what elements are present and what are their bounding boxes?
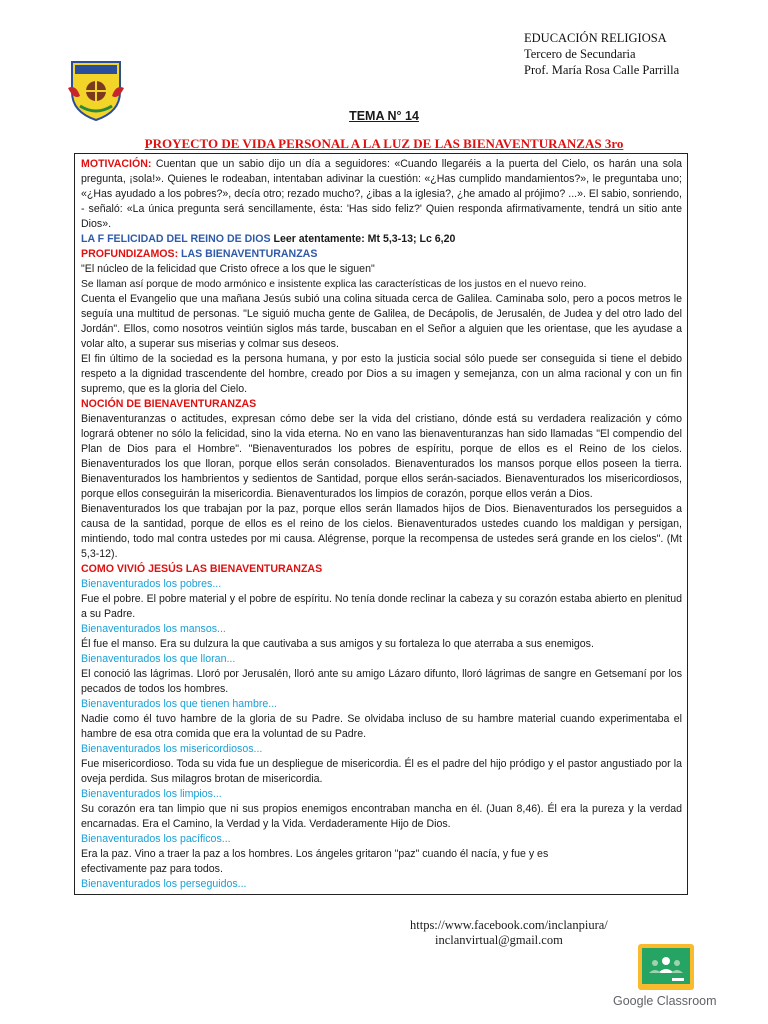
profundizamos-p2: Cuenta el Evangelio que una mañana Jesús subió una colina situada cerca de Galilea. Caminaba solo, pero a pocos metros le seguía una multitud de personas. "Le siguió mucha gente de Galilea, de Decápolis, de Jerusalén, de Judea y del otro lado del Jordán". Ellos, como nosotros veintiún siglos más tarde, buscaban en el Señor a alguien que les orientase, que les ayudase a volar alto, a superar sus miserias y colmar sus deseos. [81, 293, 682, 350]
subject-label: EDUCACIÓN RELIGIOSA [524, 31, 667, 45]
nocion-heading: NOCIÓN DE BIENAVENTURANZAS [81, 398, 257, 410]
nocion-p1: Bienaventuranzas o actitudes, expresan cómo debe ser la vida del cristiano, dónde está su verdadera realización y cómo logrará obtener no sólo la felicidad, sino la vida eterna. No en vano las bienaventuranzas han sido llamadas "El compendio del Plan de Dios para el Hombre". "Bienaventurados los pobres de espíritu, porque de ellos es el Reino de los cielos. Bienaventurados los que lloran, porque ellos serán consolados. Bienaventurados los mansos porque ellos poseen la tierra. Bienaventurados los hambrientos y sedientos de Santidad, porque ellos serán-saciados. Bienaventurados los misericordiosos, porque ellos conseguirán la misericordia. Bienaventurados los limpios de corazón, porque ellos verán a Dios. [81, 413, 682, 500]
beatitude-text: Él fue el manso. Era su dulzura la que cautivaba a sus amigos y su fortaleza lo que aterraba a sus enemigos. [81, 638, 594, 650]
profundizamos-quote: "El núcleo de la felicidad que Cristo ofrece a los que le siguen" [81, 263, 375, 275]
beatitude-label: Bienaventurados los perseguidos... [81, 878, 247, 890]
beatitude-text: Era la paz. Vino a traer la paz a los hombres. Los ángeles gritaron "paz" cuando él nacía, y fue y es [81, 848, 549, 860]
beatitude-label: Bienaventurados los pobres... [81, 578, 222, 590]
page-subtitle: PROYECTO DE VIDA PERSONAL A LA LUZ DE LAS BIENAVENTURANZAS 3ro [144, 136, 624, 151]
motivacion-label: MOTIVACIÓN: [81, 158, 152, 170]
beatitude-label: Bienaventurados los limpios... [81, 788, 222, 800]
felicidad-line [81, 232, 682, 247]
header-info [524, 30, 679, 78]
beatitude-text: efectivamente paz para todos. [81, 863, 223, 875]
grade-label: Tercero de Secundaria [524, 47, 636, 61]
felicidad-heading: LA F FELICIDAD DEL REINO DE DIOS [81, 233, 271, 245]
google-classroom-icon [638, 944, 694, 990]
email-link[interactable]: inclanvirtual@gmail.com [435, 933, 563, 947]
beatitude-text: Su corazón era tan limpio que ni sus propios enemigos encontraban mancha en él. (Juan 8,46). Él era la pureza y la verdad encarnadas. Era el Camino, la Verdad y la Vida. Verdaderamente Hijo de Dios. [81, 803, 682, 830]
facebook-link[interactable]: https://www.facebook.com/inclanpiura/ [410, 918, 608, 932]
beatitude-label: Bienaventurados los misericordiosos... [81, 743, 263, 755]
beatitude-text: Fue misericordioso. Toda su vida fue un despliegue de misericordia. Él es el padre del hijo pródigo y el pastor angustiado por la oveja perdida. Sus milagros brotan de misericordia. [81, 758, 682, 785]
beatitude-text: Nadie como él tuvo hambre de la gloria de su Padre. Se olvidaba incluso de su hambre material cuando experimentaba el hambre de esa otra comida que era la voluntad de su Padre. [81, 713, 682, 740]
felicidad-reading: Leer atentamente: Mt 5,3-13; Lc 6,20 [270, 233, 456, 245]
content-box [74, 153, 688, 895]
profundizamos-p3: El fin último de la sociedad es la persona humana, y por esto la justicia social sólo puede ser conseguida si tiene el debido respeto a la dignidad trascendente del hombre, creado por Dios a su imagen y semejanza, con un alma racional y con un fin supremo, que es la gloria del Cielo. [81, 353, 682, 395]
beatitude-text: El conoció las lágrimas. Lloró por Jerusalén, lloró ante su amigo Lázaro difunto, lloró lágrimas de sangre en Getsemaní por los pecados de todos los hombres. [81, 668, 682, 695]
beatitude-label: Bienaventurados los pacíficos... [81, 833, 231, 845]
como-vivio-heading: COMO VIVIÓ JESÚS LAS BIENAVENTURANZAS [81, 563, 323, 575]
beatitude-label: Bienaventurados los que lloran... [81, 653, 236, 665]
beatitude-text: Fue el pobre. El pobre material y el pobre de espíritu. No tenía donde reclinar la cabeza y su corazón estaba abierto en plenitud a su Padre. [81, 593, 682, 620]
beatitude-label: Bienaventurados los mansos... [81, 623, 226, 635]
motivacion-paragraph [81, 157, 682, 232]
page-title: TEMA N° 14 [349, 109, 419, 123]
profundizamos-label: PROFUNDIZAMOS: [81, 248, 179, 260]
nocion-p2: Bienaventurados los que trabajan por la paz, porque ellos serán llamados hijos de Dios. Bienaventurados los perseguidos a causa de la santidad, porque de ellos es el reino de los cielos. Bienaventurados ustedes cuando los maldigan y persigan, mintiendo, todo mal contra ustedes por mi causa. Alégrense, porque la recompensa de ustedes será grande en los cielos". (Mt 5,3-12). [81, 503, 682, 560]
teacher-label: Prof. María Rosa Calle Parrilla [524, 63, 680, 77]
beatitude-label: Bienaventurados los que tienen hambre... [81, 698, 278, 710]
motivacion-text: Cuentan que un sabio dijo un día a seguidores: «Cuando llegaréis a la puerta del Cielo, os harán una sola pregunta, ¡sola!». Quienes le rodeaban, intentaban adivinar la cuestión: «¿Has cumplido mandamientos?», le preguntaba uno; «¿Has ayudado a los pobres?», decía otro; rezado mucho?, ¿ibas a la iglesia?, ¿he amado al prójimo? ...». El sabio, sonriendo, - señaló: «La única pregunta será sencillamente, ésta: 'Has sido feliz?' Quien responda afirmativamente, tendrá un sitio ante Dios». [81, 158, 682, 230]
profundizamos-p1: Se llaman así porque de modo armónico e insistente explica las características de los justos en el nuevo reino. [81, 279, 587, 290]
google-classroom-label: Google Classroom [613, 994, 717, 1008]
profundizamos-topic: LAS BIENAVENTURANZAS [178, 248, 318, 260]
profundizamos-line [81, 247, 682, 262]
